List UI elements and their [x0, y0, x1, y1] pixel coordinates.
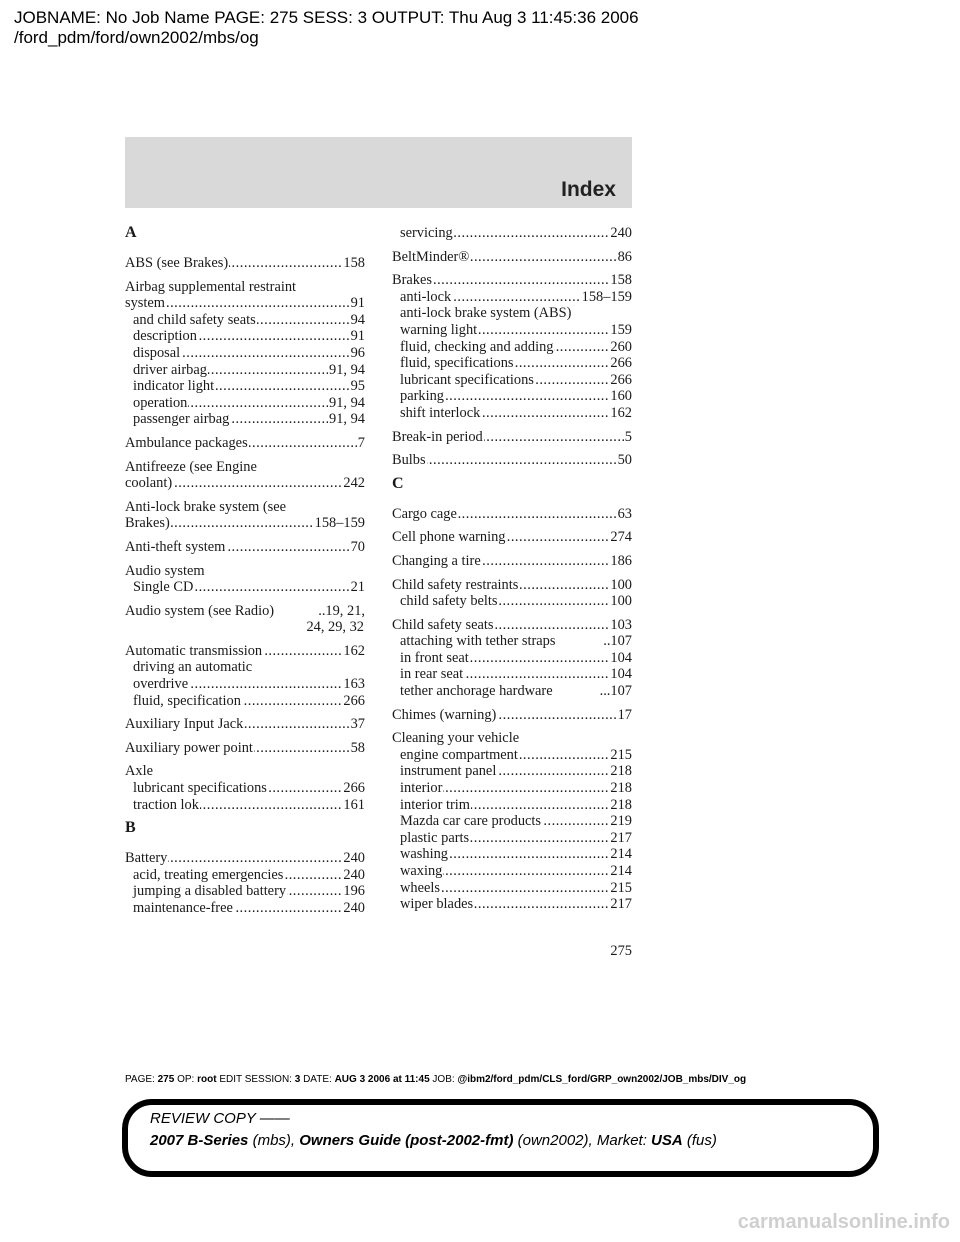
index-subentry-line: [125, 378, 365, 395]
index-term: Audio system: [125, 562, 205, 579]
index-term: attaching with tether straps: [400, 633, 556, 650]
index-page-ref: 58: [350, 739, 365, 756]
index-entry: [392, 249, 632, 266]
index-term: Break-in period: [392, 428, 483, 445]
index-page-ref: 91: [350, 328, 365, 345]
index-entry: [125, 850, 365, 916]
index-subentry-line: [392, 763, 632, 780]
index-page-ref: 214: [610, 846, 632, 863]
section-title: Index: [561, 178, 616, 201]
index-term: interior: [400, 780, 443, 797]
review-copy-details: 2007 B-Series (mbs), Owners Guide (post-2002-fmt) (own2002), Market: USA (fus): [150, 1132, 717, 1149]
index-entry-line: [125, 850, 365, 867]
index-page-ref: 94: [350, 311, 365, 328]
index-term: overdrive: [133, 676, 189, 693]
index-term: interior trim: [400, 796, 470, 813]
footer-session-value: 3: [294, 1074, 301, 1085]
index-term: engine compartment: [400, 746, 518, 763]
index-page-ref: 104: [610, 649, 632, 666]
index-subentry-line: [392, 633, 632, 650]
review-guide: Owners Guide (post-2002-fmt): [299, 1132, 514, 1149]
index-subentry-line: [125, 780, 365, 797]
index-subentry-line: [125, 395, 365, 412]
index-subentry-line: [125, 312, 365, 329]
index-entry-line: [125, 435, 365, 452]
index-subentry-line: [392, 846, 632, 863]
index-term: waxing: [400, 863, 443, 879]
index-page-ref: 91, 94: [329, 411, 365, 428]
index-entry: [125, 539, 365, 556]
index-subentry-line: [392, 339, 632, 356]
index-entry-line: [125, 475, 365, 492]
index-term: driving an automatic: [133, 659, 253, 676]
index-term: Anti-theft system: [125, 538, 226, 555]
index-page-ref: 219: [610, 813, 632, 830]
review-model: 2007 B-Series: [150, 1132, 249, 1149]
review-guide-code: (own2002): [517, 1132, 589, 1149]
index-subentry-line: [125, 345, 365, 362]
index-page-ref: 158: [343, 255, 365, 271]
index-page-ref: 91, 94: [329, 361, 365, 378]
index-page-ref: 242: [343, 475, 365, 492]
index-entry-line: [125, 643, 365, 660]
index-subentry-line: [125, 362, 365, 379]
index-entry-line: [125, 539, 365, 556]
index-subentry-line: [392, 372, 632, 389]
section-letter: B: [125, 819, 136, 837]
index-page-ref: 158: [610, 272, 632, 289]
index-page-ref: 21: [350, 579, 365, 596]
index-subentry-line: [392, 322, 632, 339]
index-entry-line: [125, 740, 365, 757]
index-entry-line: [392, 452, 632, 469]
index-term: Airbag supplemental restraint: [125, 278, 297, 295]
index-page-ref: 159: [610, 321, 632, 338]
index-term: passenger airbag: [133, 411, 230, 428]
index-term: washing: [400, 846, 448, 863]
index-term: Brakes): [125, 515, 170, 532]
review-market-code: (fus): [686, 1132, 717, 1149]
index-subentry-line: [392, 797, 632, 814]
index-subentry-line: [392, 289, 632, 306]
index-subentry-line: [392, 863, 632, 880]
job-header-line-1: JOBNAME: No Job Name PAGE: 275 SESS: 3 OUTPUT: Thu Aug 3 11:45:36 2006: [14, 8, 639, 27]
index-term: Anti-lock brake system (see: [125, 498, 287, 515]
index-subentry-line: [392, 355, 632, 372]
index-term: Chimes (warning): [392, 706, 497, 723]
index-subentry-line: [392, 780, 632, 797]
index-entry: [125, 279, 365, 428]
index-page-ref: 70: [350, 538, 365, 555]
index-subentry-line: [125, 411, 365, 428]
index-term: wiper blades: [400, 896, 474, 913]
index-entry-line: [392, 707, 632, 724]
review-copy-title: REVIEW COPY ——: [150, 1110, 290, 1127]
index-column-left: [125, 225, 365, 924]
index-entry-line: [125, 603, 365, 620]
index-term: Auxiliary Input Jack: [125, 716, 244, 733]
index-term: BeltMinder®: [392, 248, 470, 265]
index-term: disposal: [133, 344, 181, 361]
index-entry: [392, 707, 632, 724]
index-term: child safety belts: [400, 593, 498, 610]
index-entry-line: [125, 716, 365, 733]
index-page-ref: 266: [610, 371, 632, 388]
index-entry: [392, 529, 632, 546]
footer-op-label: OP:: [177, 1074, 195, 1085]
index-column-right: [392, 225, 632, 920]
index-term: tether anchorage hardware: [400, 683, 553, 700]
index-page-ref: 158–159: [314, 515, 365, 532]
footer-job-info: [125, 1074, 746, 1085]
index-term: and child safety seats: [133, 311, 256, 328]
index-page-ref: 5: [624, 428, 632, 445]
index-entry-line: [125, 499, 365, 516]
index-term: Brakes: [392, 272, 432, 289]
index-term: plastic parts: [400, 829, 470, 846]
index-page-ref: 218: [610, 763, 632, 780]
index-subentry-line: [392, 896, 632, 913]
index-entry-line: [392, 272, 632, 289]
footer-session-label: EDIT SESSION:: [219, 1074, 292, 1085]
index-term: description: [133, 328, 197, 345]
index-page-ref: 162: [610, 404, 632, 421]
index-entry: [125, 740, 365, 757]
index-term: maintenance-free: [133, 900, 233, 916]
index-entry-line: [392, 529, 632, 546]
index-term: coolant): [125, 475, 173, 492]
section-letter: A: [125, 224, 137, 241]
index-subentry-line: [392, 683, 632, 700]
index-term: 24, 29, 32: [306, 619, 364, 636]
index-page-ref: 274: [610, 529, 632, 546]
index-entry: [125, 603, 365, 636]
index-term: ABS (see Brakes): [125, 255, 229, 271]
index-term: in rear seat: [400, 666, 464, 683]
index-subentry-line: [125, 900, 365, 917]
index-entry: [392, 506, 632, 523]
index-subentry-line: [392, 650, 632, 667]
index-term: instrument panel: [400, 763, 497, 780]
index-page-ref: 104: [610, 666, 632, 683]
index-entry-line: [392, 730, 632, 747]
index-entry-line: [392, 249, 632, 266]
index-term: Cargo cage: [392, 505, 457, 522]
index-entry-line: [125, 255, 365, 272]
index-entry: [125, 459, 365, 492]
index-entry: [125, 643, 365, 709]
index-page-ref: 266: [343, 780, 365, 797]
index-page-ref: 50: [617, 452, 632, 469]
index-entry: [125, 563, 365, 596]
index-term: shift interlock: [400, 404, 481, 421]
index-term: Cleaning your vehicle: [392, 730, 520, 747]
index-subentry-line: [392, 388, 632, 405]
index-term: Ambulance packages: [125, 434, 248, 451]
index-page-ref: 95: [350, 378, 365, 395]
index-page-ref: 240: [343, 900, 365, 916]
index-term: lubricant specifications: [400, 371, 534, 388]
index-subentry-line: [125, 867, 365, 884]
page-number: 275: [610, 943, 632, 959]
job-header-line-2: /ford_pdm/ford/own2002/mbs/og: [14, 28, 259, 47]
index-term: driver airbag: [133, 361, 207, 378]
index-entry-line: [392, 429, 632, 446]
index-term: parking: [400, 388, 444, 405]
index-page-ref: 218: [610, 780, 632, 797]
index-term: Axle: [125, 763, 153, 780]
index-subentry-line: [392, 813, 632, 830]
index-page-ref: 214: [610, 863, 632, 879]
review-model-code: (mbs): [252, 1132, 291, 1149]
index-entry: [125, 435, 365, 452]
index-page-ref: 91: [350, 295, 365, 312]
review-copy-box: [122, 1099, 879, 1177]
index-term: system: [125, 295, 165, 312]
index-subentry-line: [125, 328, 365, 345]
index-page-ref: 86: [617, 248, 632, 265]
index-page-ref: 17: [617, 706, 632, 723]
index-term: indicator light: [133, 378, 215, 395]
footer-job-label: JOB:: [432, 1074, 455, 1085]
footer-page-label: PAGE:: [125, 1074, 155, 1085]
index-subentry-line: [392, 880, 632, 897]
index-page-ref: 7: [357, 434, 365, 451]
index-entry: [392, 272, 632, 421]
index-term: operation: [133, 394, 188, 411]
index-page-ref: 91, 94: [329, 394, 365, 411]
index-term: warning light: [400, 321, 478, 338]
index-term: Bulbs: [392, 452, 426, 469]
index-page-ref: 217: [610, 829, 632, 846]
index-entry-line: [125, 763, 365, 780]
index-term: servicing: [400, 225, 453, 241]
index-page-ref: 218: [610, 796, 632, 813]
index-subentry-line: [392, 830, 632, 847]
index-entry: [125, 499, 365, 532]
footer-op-value: root: [197, 1074, 217, 1085]
index-subentry-line: [392, 666, 632, 683]
index-term: wheels: [400, 879, 440, 896]
index-entry: [392, 225, 632, 242]
index-term: Antifreeze (see Engine: [125, 458, 257, 475]
index-page-ref: 100: [610, 576, 632, 593]
index-subentry-line: [125, 883, 365, 900]
index-entry-line: [392, 553, 632, 570]
index-entry-line: [392, 617, 632, 634]
footer-job-value: @ibm2/ford_pdm/CLS_ford/GRP_own2002/JOB_mbs/DIV_og: [457, 1074, 747, 1085]
index-entry-line: [392, 506, 632, 523]
index-term: Mazda car care products: [400, 813, 542, 830]
index-page-ref: ..107: [603, 633, 632, 650]
index-page-ref: 161: [343, 796, 365, 813]
index-entry: [125, 763, 365, 813]
index-subentry-line: [392, 225, 632, 242]
index-term: acid, treating emergencies: [133, 866, 284, 883]
index-page-ref: ...107: [599, 683, 632, 700]
index-term: Automatic transmission: [125, 642, 263, 659]
index-term: anti-lock brake system (ABS): [400, 305, 572, 322]
index-entry: [392, 730, 632, 913]
footer-date-label: DATE:: [303, 1074, 332, 1085]
index-page-ref: 162: [343, 642, 365, 659]
index-page-ref: 63: [617, 505, 632, 522]
index-subentry-line: [125, 676, 365, 693]
index-page-ref: 260: [610, 338, 632, 355]
index-entry: [125, 255, 365, 272]
index-page-ref: 163: [343, 676, 365, 693]
index-page-ref: 186: [610, 552, 632, 569]
index-page-ref: ..19, 21,: [318, 602, 365, 619]
index-term: Child safety restraints: [392, 576, 519, 593]
review-market-label: Market:: [596, 1132, 647, 1149]
footer-page-value: 275: [157, 1074, 175, 1085]
index-term: fluid, specifications: [400, 355, 514, 372]
index-entry: [125, 716, 365, 733]
index-entry-line: [125, 459, 365, 476]
index-term: Auxiliary power point: [125, 739, 253, 756]
review-market: USA: [651, 1132, 683, 1149]
index-term: Battery: [125, 850, 168, 867]
index-term: in front seat: [400, 649, 469, 666]
index-subentry-line: [125, 659, 365, 676]
index-page-ref: 96: [350, 344, 365, 361]
index-entry-line: [125, 279, 365, 296]
index-page-ref: 266: [610, 355, 632, 372]
footer-date-value: AUG 3 2006 at 11:45: [334, 1074, 430, 1085]
index-entry: [392, 429, 632, 446]
index-page-ref: 158–159: [581, 288, 632, 305]
index-entry: [392, 617, 632, 700]
index-page-ref: 240: [610, 225, 632, 241]
index-term: fluid, specification: [133, 692, 241, 709]
index-term: fluid, checking and adding: [400, 338, 554, 355]
index-page-ref: 160: [610, 388, 632, 405]
index-subentry-line: [125, 579, 365, 596]
index-page-ref: 100: [610, 593, 632, 610]
index-entry-line: [125, 515, 365, 532]
index-term: Cell phone warning: [392, 529, 506, 546]
index-page-ref: 103: [610, 616, 632, 633]
index-subentry-line: [125, 797, 365, 814]
index-entry-line: [125, 563, 365, 580]
watermark: carmanualsonline.info: [737, 1211, 950, 1233]
index-term: jumping a disabled battery: [133, 883, 287, 900]
index-page-ref: 266: [343, 692, 365, 709]
index-subentry-line: [392, 747, 632, 764]
index-page-ref: 215: [610, 746, 632, 763]
index-term: Child safety seats: [392, 616, 494, 633]
index-entry-line: [125, 619, 365, 636]
index-page-ref: 196: [343, 883, 365, 900]
index-entry-line: [392, 577, 632, 594]
index-page-ref: 37: [350, 716, 365, 733]
section-letter: C: [392, 474, 404, 492]
index-entry: [392, 577, 632, 610]
index-subentry-line: [392, 405, 632, 422]
index-entry-line: [125, 295, 365, 312]
index-term: Audio system (see Radio): [125, 602, 275, 619]
index-term: Changing a tire: [392, 552, 481, 569]
index-subentry-line: [392, 305, 632, 322]
index-page-ref: 217: [610, 896, 632, 913]
index-subentry-line: [392, 593, 632, 610]
index-term: traction lok: [133, 796, 199, 813]
section-header-band: [125, 137, 632, 208]
index-page-ref: 240: [343, 850, 365, 867]
index-term: lubricant specifications: [133, 780, 267, 797]
index-entry: [392, 452, 632, 469]
index-page-ref: 215: [610, 879, 632, 896]
index-term: anti-lock: [400, 288, 452, 305]
index-entry: [392, 553, 632, 570]
index-term: Single CD: [133, 579, 194, 596]
index-page-ref: 240: [343, 866, 365, 883]
index-subentry-line: [125, 693, 365, 710]
